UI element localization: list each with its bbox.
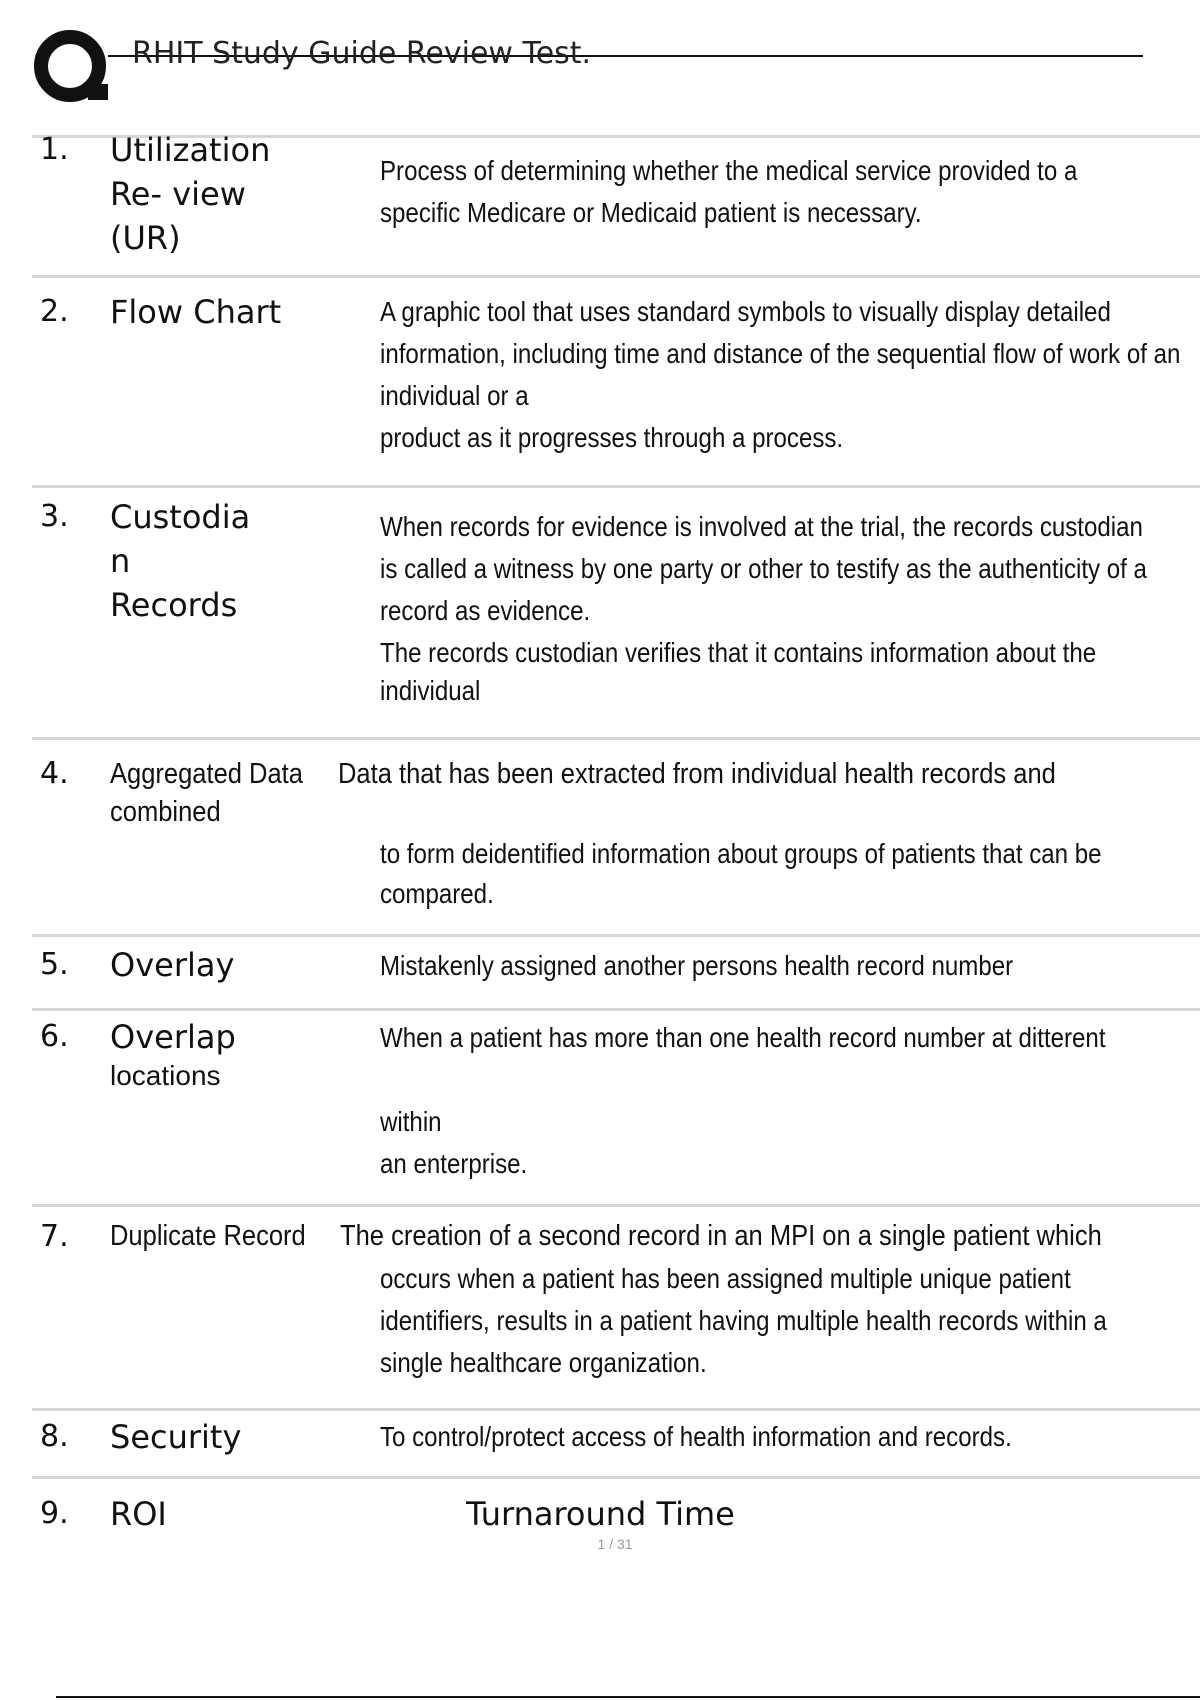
definition-line: is called a witness by one party or other to testify as the authenticity of a [380, 553, 1147, 584]
item-term: Security [110, 1418, 242, 1456]
item-number: 3. [40, 499, 69, 534]
item-number: 1. [40, 132, 69, 167]
definition-line: single healthcare organization. [380, 1347, 707, 1378]
item-definition [380, 1416, 1190, 1458]
item-number: 8. [40, 1419, 69, 1454]
item-term: Aggregated Data [110, 758, 303, 790]
item-term: Overlay [110, 946, 235, 984]
item-term: Duplicate Record [110, 1220, 306, 1252]
item-term: Flow Chart [110, 293, 282, 331]
definition-line: to form deidentified information about groups of patients that can be [380, 838, 1102, 869]
item-number: 5. [40, 947, 69, 982]
row-divider [32, 737, 1200, 740]
definition-line: individual [380, 675, 481, 706]
definition-line: identifiers, results in a patient having multiple health records within a [380, 1305, 1107, 1336]
item-term-continuation: combined [110, 796, 221, 828]
item-number: 7. [40, 1219, 69, 1254]
definition-line: The records custodian verifies that it contains information about the [380, 637, 1097, 668]
item-term: Utilization Re- view (UR) [110, 131, 271, 257]
item-number: 2. [40, 294, 69, 329]
item-definition [380, 1258, 1190, 1384]
definition-line: occurs when a patient has been assigned multiple unique patient [380, 1263, 1071, 1294]
document-title: RHIT Study Guide Review Test. [132, 36, 592, 71]
definition-line: information, including time and distance of the sequential flow of work of an [380, 338, 1181, 369]
row-divider [32, 275, 1200, 278]
item-definition [380, 945, 1190, 987]
definition-line: an enterprise. [380, 1148, 528, 1179]
item-definition [380, 150, 1190, 234]
row-divider [32, 485, 1200, 488]
row-divider [32, 1408, 1200, 1411]
item-term: Overlap [110, 1018, 236, 1056]
definition-line: Process of determining whether the medical service provided to a [380, 155, 1078, 186]
definition-line: To control/protect access of health information and records. [380, 1421, 1012, 1452]
q-logo-icon [30, 28, 110, 108]
item-number: 6. [40, 1019, 69, 1054]
row-divider [32, 1008, 1200, 1011]
definition-line: record as evidence. [380, 595, 591, 626]
page-bottom-rule [56, 1696, 1200, 1698]
item-definition-first-line: Data that has been extracted from individual health records and [338, 758, 1056, 790]
item-definition [380, 834, 1190, 914]
definition-line: When a patient has more than one health record number at ditterent [380, 1022, 1106, 1053]
item-definition: Turnaround Time [466, 1495, 735, 1533]
row-divider [32, 1204, 1200, 1207]
definition-line: within [380, 1106, 442, 1137]
definition-line: compared. [380, 878, 494, 909]
definition-line: Mistakenly assigned another persons health record number [380, 950, 1014, 981]
item-number: 9. [40, 1496, 69, 1531]
page-number: 1 / 31 [597, 1536, 633, 1552]
item-definition [380, 506, 1190, 708]
item-term: ROI [110, 1495, 167, 1533]
item-number: 4. [40, 756, 69, 791]
definition-line: A graphic tool that uses standard symbols to visually display detailed [380, 296, 1111, 327]
item-definition [380, 291, 1190, 459]
definition-line: individual or a [380, 380, 529, 411]
item-term: Custodia n Records [110, 498, 251, 624]
row-divider [32, 934, 1200, 937]
item-term-continuation: locations [110, 1060, 221, 1091]
row-divider [32, 1476, 1200, 1479]
definition-line: When records for evidence is involved at the trial, the records custodian [380, 511, 1143, 542]
item-definition-first-line: The creation of a second record in an MPI on a single patient which [340, 1220, 1102, 1252]
definition-line: product as it progresses through a process. [380, 422, 844, 453]
item-definition [380, 1017, 1190, 1185]
definition-line: specific Medicare or Medicaid patient is necessary. [380, 197, 922, 228]
